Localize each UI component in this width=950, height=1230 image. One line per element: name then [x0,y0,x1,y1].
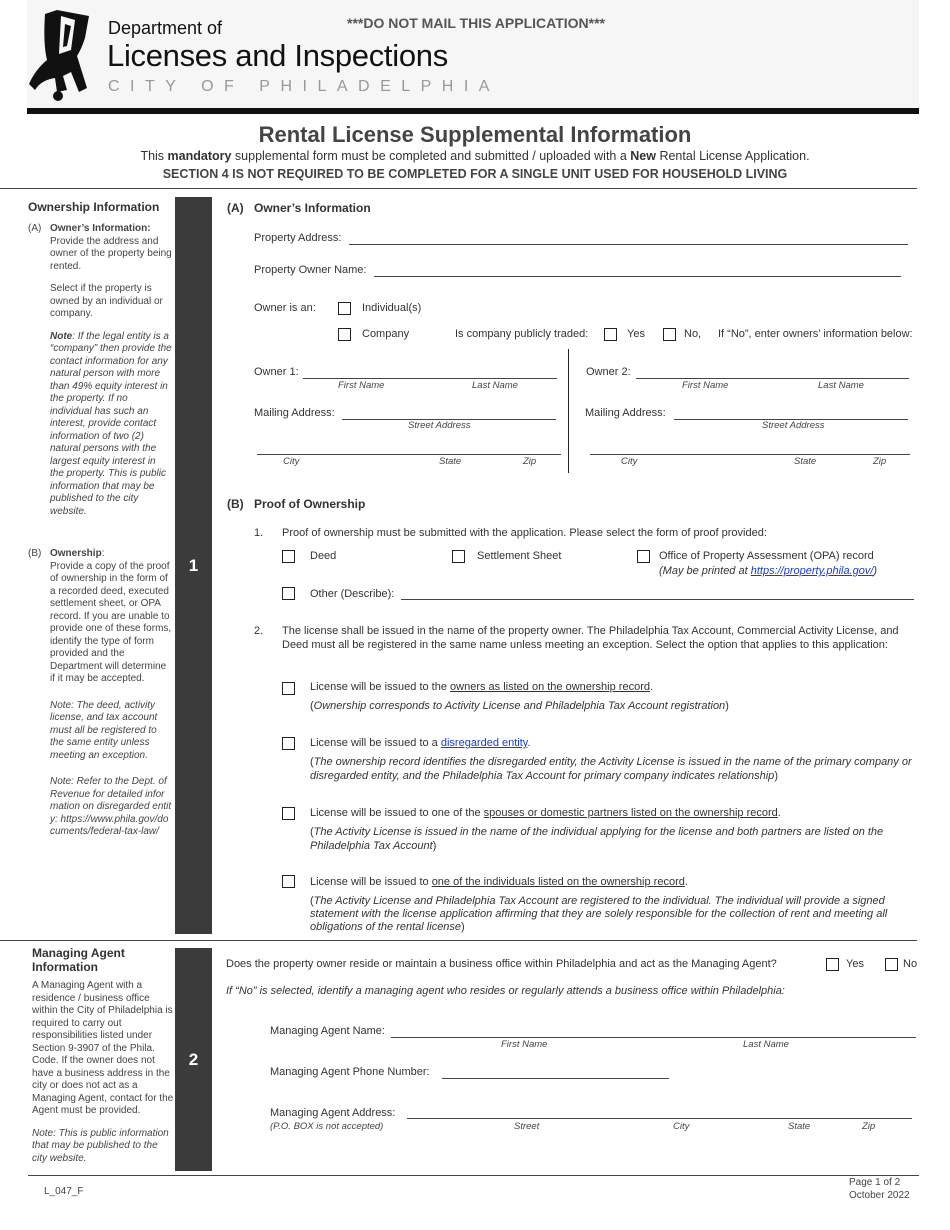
city2-caption: City [621,456,638,467]
sec1-a-title: Owner’s Information [254,201,371,215]
agent-first-caption: First Name [501,1039,548,1050]
owner1-first-caption: First Name [338,380,385,391]
owner1-label: Owner 1: [254,366,299,378]
side1-title: Ownership Information [28,200,160,214]
company-checkbox[interactable] [338,328,351,341]
agent-yes-label: Yes [846,958,864,970]
dept-label: Department of [108,18,223,38]
option1-checkbox[interactable] [282,682,295,695]
agent-phone-label: Managing Agent Phone Number: [270,1066,430,1078]
agent-name-label: Managing Agent Name: [270,1025,385,1037]
q1-text: Proof of ownership must be submitted with the application. Please select the form of proof provided: [282,527,767,539]
deed-checkbox[interactable] [282,550,295,563]
state2-caption: State [794,456,817,467]
section-1-bar: 1 [175,197,212,934]
sec1-b-label: (B) [227,497,244,511]
agent-name-field[interactable] [391,1037,916,1038]
other-checkbox[interactable] [282,587,295,600]
agent-address-label: Managing Agent Address: [270,1107,396,1119]
option2-checkbox[interactable] [282,737,295,750]
footer-rule [28,1175,919,1176]
zip1-caption: Zip [523,456,537,467]
traded-no-checkbox[interactable] [663,328,676,341]
agent-zip-caption: Zip [862,1121,876,1132]
mailing2-street-caption: Street Address [762,420,825,431]
mailing2-label: Mailing Address: [585,407,666,419]
traded-no-label: No, [684,328,702,340]
owner2-first-caption: First Name [682,380,729,391]
property-address-field[interactable] [349,244,908,245]
section-2-bar: 2 [175,948,212,1171]
liberty-bell-logo [27,10,101,104]
publicly-traded-label: Is company publicly traded: [455,328,589,340]
traded-yes-checkbox[interactable] [604,328,617,341]
if-no-instruction: If “No”, enter owners’ information below: [718,328,913,340]
owner1-field[interactable] [303,378,557,379]
city1-caption: City [283,456,300,467]
state1-caption: State [439,456,462,467]
owner2-last-caption: Last Name [818,380,864,391]
form-title: Rental License Supplemental Information [258,122,692,147]
agent-street-caption: Street [514,1121,540,1132]
page-number: Page 1 of 2 [849,1177,901,1188]
dept-title: Licenses and Inspections [107,38,448,73]
option1-label: License will be issued to the owners as listed on the ownership record. [310,681,654,693]
option4-note: (The Activity License and Philadelphia Tax Account are registered to the individual. The individual will provide a signed statement with the license application affirming that they are solely responsible for the collection of rent and meeting all obligations of the rental license) [310,895,888,933]
managing-agent-question: Does the property owner reside or maintain a business office within Philadelphia and act as the Managing Agent? [226,958,777,970]
agent-state-caption: State [788,1121,811,1132]
city-state-zip1-field[interactable] [257,454,561,455]
option2-note: (The ownership record identifies the disregarded entity, the Activity License is issued in the name of the primary company or disregarded entity, and the Philadelphia Tax Account for primary company indicates relationship) [310,756,912,782]
settlement-label: Settlement Sheet [477,550,562,562]
city-state-zip2-field[interactable] [590,454,910,455]
other-describe-field[interactable] [401,599,914,600]
deed-label: Deed [310,550,337,562]
side1-b-block: (B) Ownership: Provide a copy of the proof of ownership in the form of a recorded deed, executed settlement sheet, or OPA record. If you are unable to provide one of these forms, identify the type of form provided and the Department will determine if it may be accepted. Note: The deed, activity license, and tax account must all be registered to the same entity unless meeting an exception. Note: Refer to the Dept. of Revenue for detailed information on disregarded entity: https://www.phila.gov/documents/federal-tax-law/ [28,548,172,837]
agent-city-caption: City [673,1121,690,1132]
individual-label: Individual(s) [362,302,422,314]
sec1-a-label: (A) [227,201,244,215]
zip2-caption: Zip [873,456,887,467]
agent-yes-checkbox[interactable] [826,958,839,971]
owners-divider [568,349,569,473]
opa-note: (May be printed at https://property.phila.gov/) [659,565,878,577]
form-code: L_047_F [44,1186,84,1197]
owner2-label: Owner 2: [586,366,631,378]
do-not-mail-notice: ***DO NOT MAIL THIS APPLICATION*** [347,15,605,31]
agent-if-no-instruction: If “No” is selected, identify a managing agent who resides or regularly attends a business office within Philadelphia: [226,985,785,997]
section-note: SECTION 4 IS NOT REQUIRED TO BE COMPLETED FOR A SINGLE UNIT USED FOR HOUSEHOLD LIVING [162,167,788,181]
mailing1-street-caption: Street Address [408,420,471,431]
agent-phone-field[interactable] [442,1078,669,1079]
agent-no-label: No [903,958,918,970]
traded-yes-label: Yes [627,328,645,340]
property-owner-field[interactable] [374,276,901,277]
option1-note: (Ownership corresponds to Activity License and Philadelphia Tax Account registration) [310,700,729,712]
opa-label: Office of Property Assessment (OPA) record [659,550,874,562]
divider [0,940,917,941]
owner-is-label: Owner is an: [254,302,316,314]
side2-block: A Managing Agent with a residence / business office within the City of Philadelphia is required to carry out responsibilities listed under Section 9-3907 of the Phila. Code. If the owner does not have a business address in the city or does not act as a Managing Agent, contact for the Agent must be provided. Note: This is public information that may be published to the city website. [32,980,174,1164]
q2-text: The license shall be issued in the name of the property owner. The Philadelphia Tax Account, Commercial Activity License, and Deed must all be registered in the same name unless meeting an exception. Select the option that applies to this application: [282,625,899,651]
form-date: October 2022 [849,1190,910,1201]
option2-label: License will be issued to a disregarded entity. [310,737,531,749]
side1-a-block: (A) Owner’s Information: Provide the address and owner of the property being rented. Select if the property is owned by an individual or company. Note: If the legal entity is a “company” then provide the contact information for any natural person with more than 49% equity interest in the property. If no individual has such an interest, provide contact information of two (2) natural persons with the largest equity interest in the property. This is public information that may be published to the city website. [28,223,172,517]
pobox-caption: (P.O. BOX is not accepted) [270,1121,384,1132]
q2-number: 2. [254,625,264,637]
agent-no-checkbox[interactable] [885,958,898,971]
form-intro: This mandatory supplemental form must be completed and submitted / uploaded with a New Rental License Application. [140,149,810,163]
opa-link[interactable]: https://property.phila.gov/ [750,565,874,577]
property-address-label: Property Address: [254,232,342,244]
owner2-field[interactable] [636,378,909,379]
q1-number: 1. [254,527,264,539]
other-label: Other (Describe): [310,588,395,600]
owner1-last-caption: Last Name [472,380,518,391]
side2-title: Managing Agent Information [32,946,125,974]
city-label: CITY OF PHILADELPHIA [108,78,500,95]
agent-last-caption: Last Name [743,1039,789,1050]
option4-label: License will be issued to one of the individuals listed on the ownership record. [310,876,688,888]
header-rule [27,108,919,114]
option3-checkbox[interactable] [282,807,295,820]
settlement-checkbox[interactable] [452,550,465,563]
option3-note: (The Activity License is issued in the name of the individual applying for the license and both partners are listed on the Philadelphia Tax Account) [310,826,884,852]
agent-address-field[interactable] [407,1118,912,1119]
option4-checkbox[interactable] [282,875,295,888]
opa-checkbox[interactable] [637,550,650,563]
property-owner-label: Property Owner Name: [254,264,367,276]
mailing1-label: Mailing Address: [254,407,335,419]
company-label: Company [362,328,410,340]
individual-checkbox[interactable] [338,302,351,315]
divider [0,188,917,189]
sec1-b-title: Proof of Ownership [254,497,366,511]
option3-label: License will be issued to one of the spouses or domestic partners listed on the ownership record. [310,807,781,819]
